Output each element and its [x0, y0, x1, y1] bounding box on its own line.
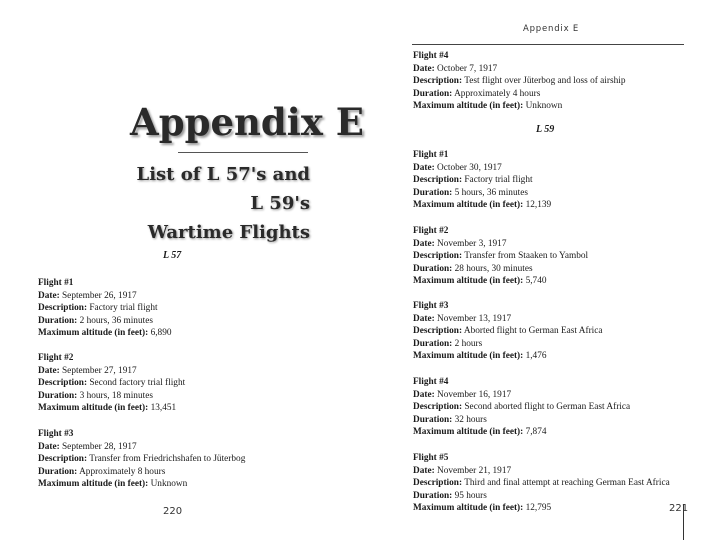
duration-label: Duration: — [413, 187, 453, 198]
flight-duration: 2 hours — [454, 338, 483, 349]
flight-altitude: 1,476 — [525, 351, 547, 362]
flight-duration: 32 hours — [454, 414, 487, 425]
description-label: Description: — [413, 478, 463, 489]
flight-altitude: 12,795 — [525, 503, 552, 514]
flight-date: November 13, 1917 — [437, 313, 512, 324]
duration-label: Duration: — [38, 466, 78, 477]
flight-number: Flight #2 — [38, 353, 74, 363]
flight-entry — [38, 428, 245, 491]
edge-rule — [683, 504, 684, 540]
flight-duration: Approximately 8 hours — [79, 466, 166, 477]
flight-entry — [413, 149, 551, 212]
altitude-label: Maximum altitude (in feet): — [413, 200, 524, 211]
date-label: Date: — [38, 441, 60, 452]
subtitle-line-2: Wartime Flights — [147, 222, 310, 243]
flight-duration: 2 hours, 36 minutes — [79, 315, 153, 326]
flight-date: September 26, 1917 — [62, 290, 137, 301]
date-label: Date: — [413, 389, 435, 400]
altitude-label: Maximum altitude (in feet): — [413, 503, 524, 514]
page-number: 221 — [669, 503, 689, 514]
description-label: Description: — [413, 251, 463, 262]
flight-date: October 30, 1917 — [437, 162, 502, 173]
flight-number: Flight #5 — [413, 453, 449, 463]
flight-number: Flight #3 — [38, 429, 74, 439]
flight-number: Flight #1 — [413, 150, 449, 160]
duration-label: Duration: — [413, 88, 453, 99]
flight-altitude: Unknown — [525, 101, 563, 112]
altitude-label: Maximum altitude (in feet): — [413, 351, 524, 362]
header-rule — [412, 44, 684, 45]
date-label: Date: — [413, 162, 435, 173]
flight-entry — [413, 376, 630, 439]
description-label: Description: — [413, 76, 463, 87]
flight-duration: 3 hours, 18 minutes — [79, 390, 153, 401]
flight-number: Flight #4 — [413, 51, 449, 61]
date-label: Date: — [413, 313, 435, 324]
flight-duration: 28 hours, 30 minutes — [454, 263, 533, 274]
flight-altitude: 5,740 — [525, 276, 547, 287]
appendix-title: Appendix E — [130, 100, 364, 144]
altitude-label: Maximum altitude (in feet): — [38, 403, 149, 414]
flight-date: October 7, 1917 — [437, 63, 498, 74]
flight-altitude: 13,451 — [150, 403, 177, 414]
duration-label: Duration: — [413, 338, 453, 349]
duration-label: Duration: — [38, 390, 78, 401]
altitude-label: Maximum altitude (in feet): — [413, 427, 524, 438]
flight-number: Flight #4 — [413, 377, 449, 387]
duration-label: Duration: — [38, 315, 78, 326]
altitude-label: Maximum altitude (in feet): — [413, 101, 524, 112]
description-label: Description: — [38, 378, 88, 389]
flight-entry — [413, 50, 625, 113]
duration-label: Duration: — [413, 263, 453, 274]
flight-number: Flight #2 — [413, 226, 449, 236]
altitude-label: Maximum altitude (in feet): — [38, 479, 149, 490]
flight-date: November 21, 1917 — [437, 465, 512, 476]
flight-altitude: Unknown — [150, 479, 188, 490]
flight-number: Flight #1 — [38, 278, 74, 288]
flight-entry — [413, 300, 603, 363]
flight-number: Flight #3 — [413, 301, 449, 311]
flight-description: Second factory trial flight — [89, 378, 186, 389]
flight-description: Transfer from Friedrichshafen to Jüterbog — [89, 454, 246, 465]
page-number: 220 — [163, 506, 183, 517]
date-label: Date: — [413, 465, 435, 476]
flight-description: Transfer from Staaken to Yambol — [464, 251, 589, 262]
duration-label: Duration: — [413, 414, 453, 425]
flight-entry — [38, 277, 172, 340]
altitude-label: Maximum altitude (in feet): — [413, 276, 524, 287]
flight-duration: 95 hours — [454, 490, 487, 501]
flight-entry — [413, 452, 670, 515]
flight-duration: 5 hours, 36 minutes — [454, 187, 528, 198]
appendix-subtitle — [120, 160, 310, 247]
date-label: Date: — [413, 238, 435, 249]
subtitle-line-1: List of L 57's and L 59's — [136, 164, 310, 214]
flight-description: Factory trial flight — [89, 303, 158, 314]
date-label: Date: — [413, 63, 435, 74]
date-label: Date: — [38, 290, 60, 301]
description-label: Description: — [413, 175, 463, 186]
description-label: Description: — [38, 303, 88, 314]
flight-entry — [413, 225, 588, 288]
title-rule — [178, 152, 308, 153]
section-heading-l59: L 59 — [536, 124, 555, 135]
flight-date: November 16, 1917 — [437, 389, 512, 400]
duration-label: Duration: — [413, 490, 453, 501]
section-heading-l57: L 57 — [163, 250, 182, 261]
flight-date: September 28, 1917 — [62, 441, 137, 452]
altitude-label: Maximum altitude (in feet): — [38, 328, 149, 339]
flight-description: Second aborted flight to German East Africa — [464, 402, 631, 413]
flight-description: Factory trial flight — [464, 175, 533, 186]
running-head: Appendix E — [523, 24, 580, 34]
description-label: Description: — [413, 326, 463, 337]
date-label: Date: — [38, 365, 60, 376]
flight-entry — [38, 352, 185, 415]
flight-date: September 27, 1917 — [62, 365, 137, 376]
description-label: Description: — [413, 402, 463, 413]
flight-description: Aborted flight to German East Africa — [463, 326, 603, 337]
flight-duration: Approximately 4 hours — [454, 88, 541, 99]
flight-date: November 3, 1917 — [437, 238, 507, 249]
flight-altitude: 12,139 — [525, 200, 552, 211]
description-label: Description: — [38, 454, 88, 465]
flight-description: Test flight over Jüterbog and loss of airship — [464, 76, 626, 87]
flight-description: Third and final attempt at reaching German East Africa — [464, 478, 670, 489]
flight-altitude: 7,874 — [525, 427, 547, 438]
flight-altitude: 6,890 — [150, 328, 172, 339]
